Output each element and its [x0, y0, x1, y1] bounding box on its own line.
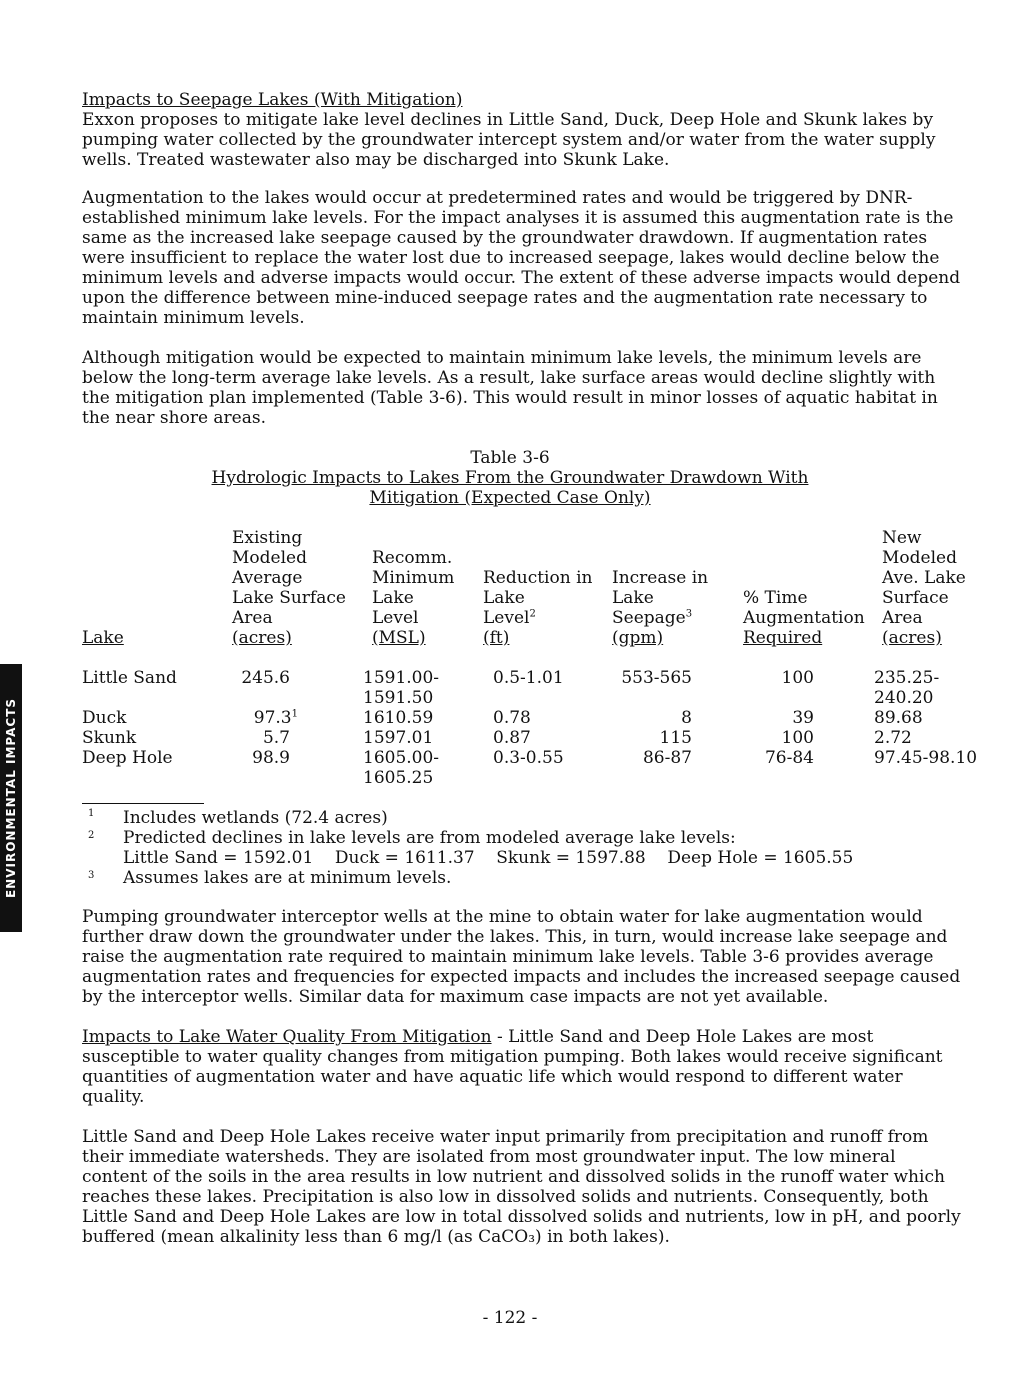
footnote-text: Predicted declines in lake levels are from modeled average lake levels: — [123, 828, 736, 848]
table-cell-reduction: 0.87 — [493, 728, 531, 748]
header-time: % Time Augmentation Required — [743, 588, 865, 648]
table-cell-new: 2.72 — [874, 728, 912, 748]
table-cell-existing: 5.7 — [262, 728, 290, 748]
table-cell-new: 97.45-98.10 — [874, 748, 978, 768]
footnote-mark: 1 — [88, 808, 95, 819]
table-cell-new: 235.25- 240.20 — [874, 668, 940, 708]
table-cell-increase: 8 — [681, 708, 692, 728]
paragraph-block — [82, 348, 962, 428]
table-cell-recomm: 1591.00- 1591.50 — [363, 668, 440, 708]
header-lake: Lake — [82, 628, 124, 648]
table-cell-lake: Duck — [82, 708, 127, 728]
footnote-text: Little Sand = 1592.01 Duck = 1611.37 Skunk = 1597.88 Deep Hole = 1605.55 — [123, 848, 854, 868]
header-reduction: Reduction in Lake Level$^2$ (ft) — [483, 568, 593, 648]
table-cell-existing: 245.6 — [241, 668, 290, 688]
section-seepage-lakes — [82, 90, 962, 170]
paragraph: Little Sand and Deep Hole Lakes receive water input primarily from precipitation and runoff from their immediate watersheds. They are isolated from most groundwater input. The low mineral content of the soils in the area results in low nutrient and dissolved solids in the runoff water which reaches these lakes. Precipitation is also low in dissolved solids and nutrients. Consequently, both Little Sand and Deep Hole Lakes are low in total dissolved solids and nutrients, low in pH, and poorly buffered (mean alkalinity less than 6 mg/l (as CaCO₃) in both lakes). — [82, 1127, 961, 1247]
table-number: Table 3-6 — [470, 448, 550, 468]
side-tab — [0, 664, 22, 932]
table-cell-increase: 86-87 — [642, 748, 692, 768]
header-new: New Modeled Ave. Lake Surface Area (acres) — [882, 528, 966, 648]
paragraph-block — [82, 1027, 962, 1107]
table-cell-existing: 97.3$^1$ — [253, 708, 298, 728]
paragraph: Impacts to Lake Water Quality From Mitigation - Little Sand and Deep Hole Lakes are most susceptible to water quality changes from mitigation pumping. Both lakes would receive significant quantities of augmentation water and have aquatic life which would respond to different water quality. — [82, 1027, 943, 1107]
paragraph-block — [82, 907, 962, 1007]
table-cell-recomm: 1605.00- 1605.25 — [363, 748, 440, 788]
footnote-mark: 2 — [88, 830, 95, 841]
side-tab-label: ENVIRONMENTAL IMPACTS — [4, 697, 18, 899]
table-cell-reduction: 0.3-0.55 — [493, 748, 564, 768]
table-cell-reduction: 0.5-1.01 — [493, 668, 564, 688]
table-cell-increase: 115 — [659, 728, 692, 748]
section-heading: Impacts to Seepage Lakes (With Mitigation) — [82, 90, 463, 110]
table-cell-lake: Little Sand — [82, 668, 177, 688]
header-recomm: Recomm. Minimum Lake Level (MSL) — [372, 548, 455, 648]
paragraph: Exxon proposes to mitigate lake level declines in Little Sand, Duck, Deep Hole and Skunk lakes by pumping water collected by the groundwater intercept system and/or water from the water supply wells. Treated wastewater also may be discharged into Skunk Lake. — [82, 110, 936, 170]
paragraph-block — [82, 1127, 962, 1247]
table-cell-lake: Deep Hole — [82, 748, 173, 768]
paragraph-block — [82, 188, 962, 328]
table-title-line2: Mitigation (Expected Case Only) — [369, 488, 651, 508]
table-cell-existing: 98.9 — [252, 748, 290, 768]
footnote-text: Includes wetlands (72.4 acres) — [123, 808, 388, 828]
table-cell-increase: 553-565 — [621, 668, 692, 688]
table-cell-reduction: 0.78 — [493, 708, 531, 728]
footnote-text: Assumes lakes are at minimum levels. — [123, 868, 452, 888]
table-cell-recomm: 1597.01 — [363, 728, 434, 748]
footnote-mark: 3 — [88, 870, 95, 881]
table-cell-time: 39 — [792, 708, 814, 728]
table-cell-recomm: 1610.59 — [363, 708, 434, 728]
paragraph: Pumping groundwater interceptor wells at the mine to obtain water for lake augmentation would further draw down the groundwater under the lakes. This, in turn, would increase lake seepage and raise the augmentation rate required to maintain minimum lake levels. Table 3-6 provides average augmentation rates and frequencies for expected impacts and includes the increased seepage caused by the interceptor wells. Similar data for maximum case impacts are not yet available. — [82, 907, 961, 1007]
paragraph: Although mitigation would be expected to maintain minimum lake levels, the minimum levels are below the long-term average lake levels. As a result, lake surface areas would decline slightly with the mitigation plan implemented (Table 3-6). This would result in minor losses of aquatic habitat in the near shore areas. — [82, 348, 938, 428]
section-heading: Impacts to Lake Water Quality From Mitigation — [82, 1027, 492, 1047]
table-cell-time: 100 — [781, 728, 814, 748]
page-number: - 122 - — [482, 1308, 538, 1328]
table-title-line1: Hydrologic Impacts to Lakes From the Groundwater Drawdown With — [211, 468, 809, 488]
header-increase: Increase in Lake Seepage$^3$ (gpm) — [612, 568, 709, 648]
paragraph: Augmentation to the lakes would occur at predetermined rates and would be triggered by DNR-established minimum lake levels. For the impact analyses it is assumed this augmentation rate is the same as the increased lake seepage caused by the groundwater drawdown. If augmentation rates were insufficient to replace the water lost due to increased seepage, lakes would decline below the minimum levels and adverse impacts would occur. The extent of these adverse impacts would depend upon the difference between mine-induced seepage rates and the augmentation rate necessary to maintain minimum levels. — [82, 188, 961, 328]
table-cell-new: 89.68 — [874, 708, 923, 728]
footnote-rule — [82, 803, 204, 804]
table-cell-lake: Skunk — [82, 728, 137, 748]
table-cell-time: 100 — [781, 668, 814, 688]
table-cell-time: 76-84 — [764, 748, 814, 768]
header-existing: Existing Modeled Average Lake Surface Area (acres) — [232, 528, 346, 648]
